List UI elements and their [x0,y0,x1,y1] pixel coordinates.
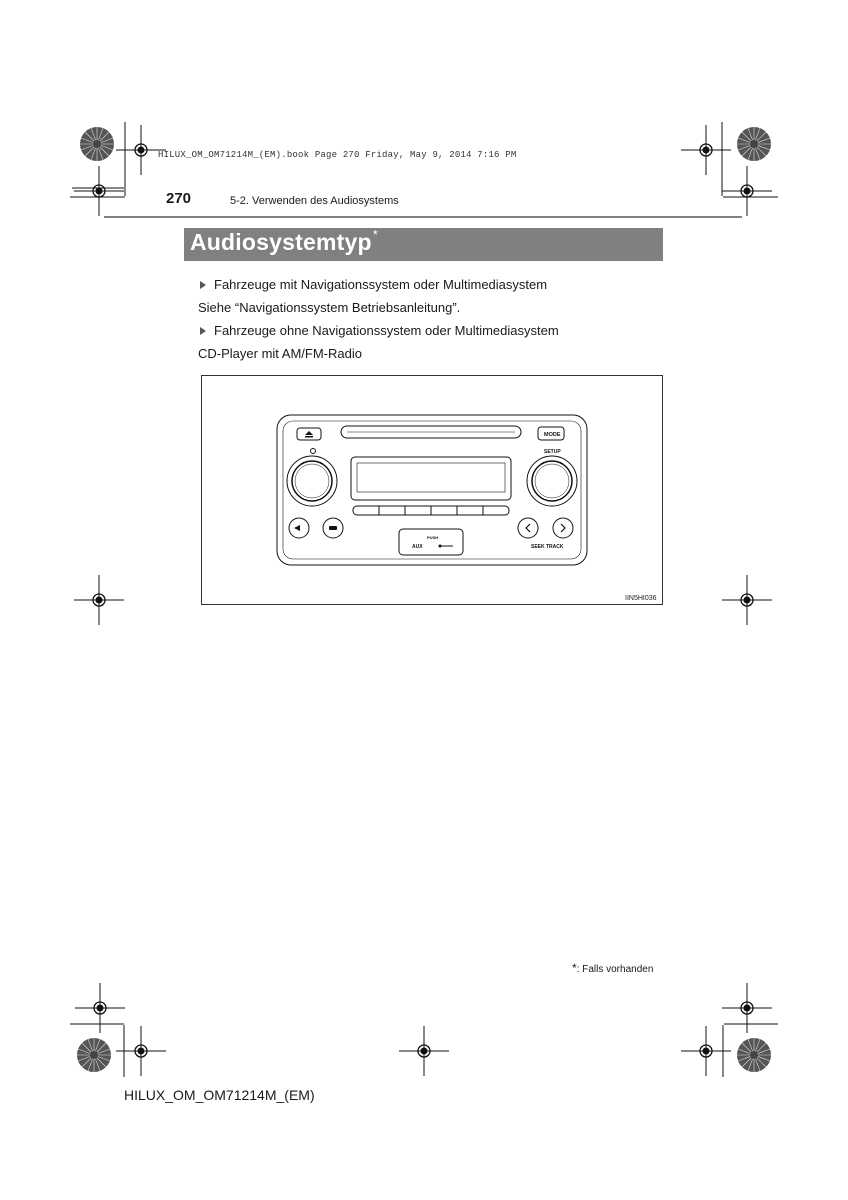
mode-label: MODE [544,432,561,438]
footnote [572,961,653,975]
sunburst-mark-icon [737,1038,771,1072]
aux-usb-panel [399,529,463,555]
paragraph-4: CD-Player mit AM/FM-Radio [198,346,362,361]
sunburst-mark-icon [737,127,771,161]
figure-code: IIN5HI036 [625,595,657,602]
page-title [190,229,378,256]
page-number: 270 [166,190,192,207]
push-label: PUSH [427,535,439,540]
paragraph-text: Fahrzeuge ohne Navigationssystem oder Multimediasystem [214,323,559,338]
radio-illustration [201,375,663,605]
seek-down-button [518,518,538,538]
footnote-symbol: * [572,961,577,975]
paragraph-text: Fahrzeuge mit Navigationssystem oder Multimediasystem [214,277,548,292]
sunburst-mark-icon [80,127,114,161]
title-asterisk: * [372,227,378,242]
sunburst-mark-icon [77,1038,111,1072]
footer-text: HILUX_OM_OM71214M_(EM) [124,1087,315,1103]
paragraph-bullet-1 [200,277,547,292]
tune-knob [527,456,577,506]
paragraph-bullet-3 [200,323,559,338]
seek-track-label: SEEK TRACK [531,544,564,550]
volume-knob [287,456,337,506]
radio-display [351,457,511,500]
setup-label: SETUP [544,449,561,455]
paragraph-2: Siehe “Navigationssystem Betriebsanleitung”. [198,300,461,315]
print-header: HILUX_OM_OM71214M_(EM).book Page 270 Friday, May 9, 2014 7:16 PM [158,150,517,160]
header-rule [104,216,742,218]
seek-up-button [553,518,573,538]
triangle-bullet-icon [200,327,206,335]
footnote-text: : Falls vorhanden [576,964,654,975]
power-icon [311,449,316,454]
title-text: Audiosystemtyp [190,229,372,255]
aux-label: AUX [412,544,423,550]
section-label: 5-2. Verwenden des Audiosystems [230,195,399,207]
triangle-bullet-icon [200,281,206,289]
